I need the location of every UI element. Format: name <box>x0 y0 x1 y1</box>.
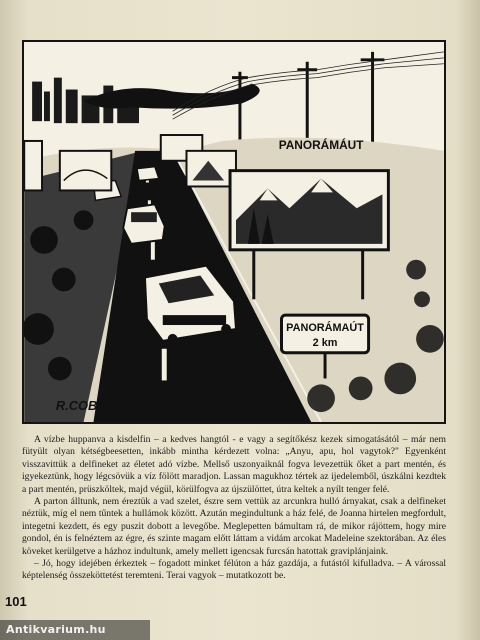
watermark: Antikvarium.hu <box>0 620 150 640</box>
billboard-label: PANORÁMÁUT <box>278 137 364 152</box>
paragraph: – Jó, hogy idejében érkeztek – fogadott minket félúton a ház gazdája, a futástól kifulladva. – A várossal képtelenség összeköttetést teremteni. Terai vagyok – mutatkozott be. <box>22 558 446 582</box>
paragraph: A parton álltunk, nem éreztük a vad szelet, észre sem vettük az arcunkra hulló árnyakat, csak a delfineket néztük, míg el nem tűntek a hullámok között. Azután megindultunk a ház felé, de Joanna hirtelen megfordult, integetni kezdett, és egy puszit dobott a levegőbe. Meglepetten bámultam rá, de mikor rájöttem, hogy mire gondol, én is felnéztem az égre, és szinte magam előtt láttam a vidám arcokat Madeleine szektorában. Az éles köveket kerülgetve a házhoz indultunk, amely mellett igencsak furcsán hatottak graviplánjaink. <box>22 496 446 557</box>
artist-signature: R.COBB <box>55 398 107 414</box>
illustration-drawing <box>24 42 444 422</box>
road-sign-line2: 2 km <box>312 336 338 349</box>
story-text <box>22 434 446 583</box>
road-sign-line1: PANORÁMAÚT <box>286 321 364 334</box>
car-middle <box>123 204 165 244</box>
page-number: 101 <box>5 594 27 609</box>
paragraph: A vízbe huppanva a kisdelfin – a kedves hangtól - e vagy a segítőkész kezek simogatásától – már nem fütyült olyan kétségbeesetten, inkább mintha kérdezett volna: „Anyu, apu, hol vagytok?" Egyenként visszavittük a delfineket az életet adó vízbe. Mellső uszonyaiknál fogva levezettük őket a part mentén, és igyekeztünk, hogy légcsövük a víz fölött maradjon. Lassan magukhoz tértek az ijedelemből, úszkálni kezdtek a part mentén, prüszköltek, majd végül, körülfogva az újszülöttet, útra keltek a nyílt tenger felé. <box>22 434 446 495</box>
highway-billboard-illustration <box>22 40 446 424</box>
